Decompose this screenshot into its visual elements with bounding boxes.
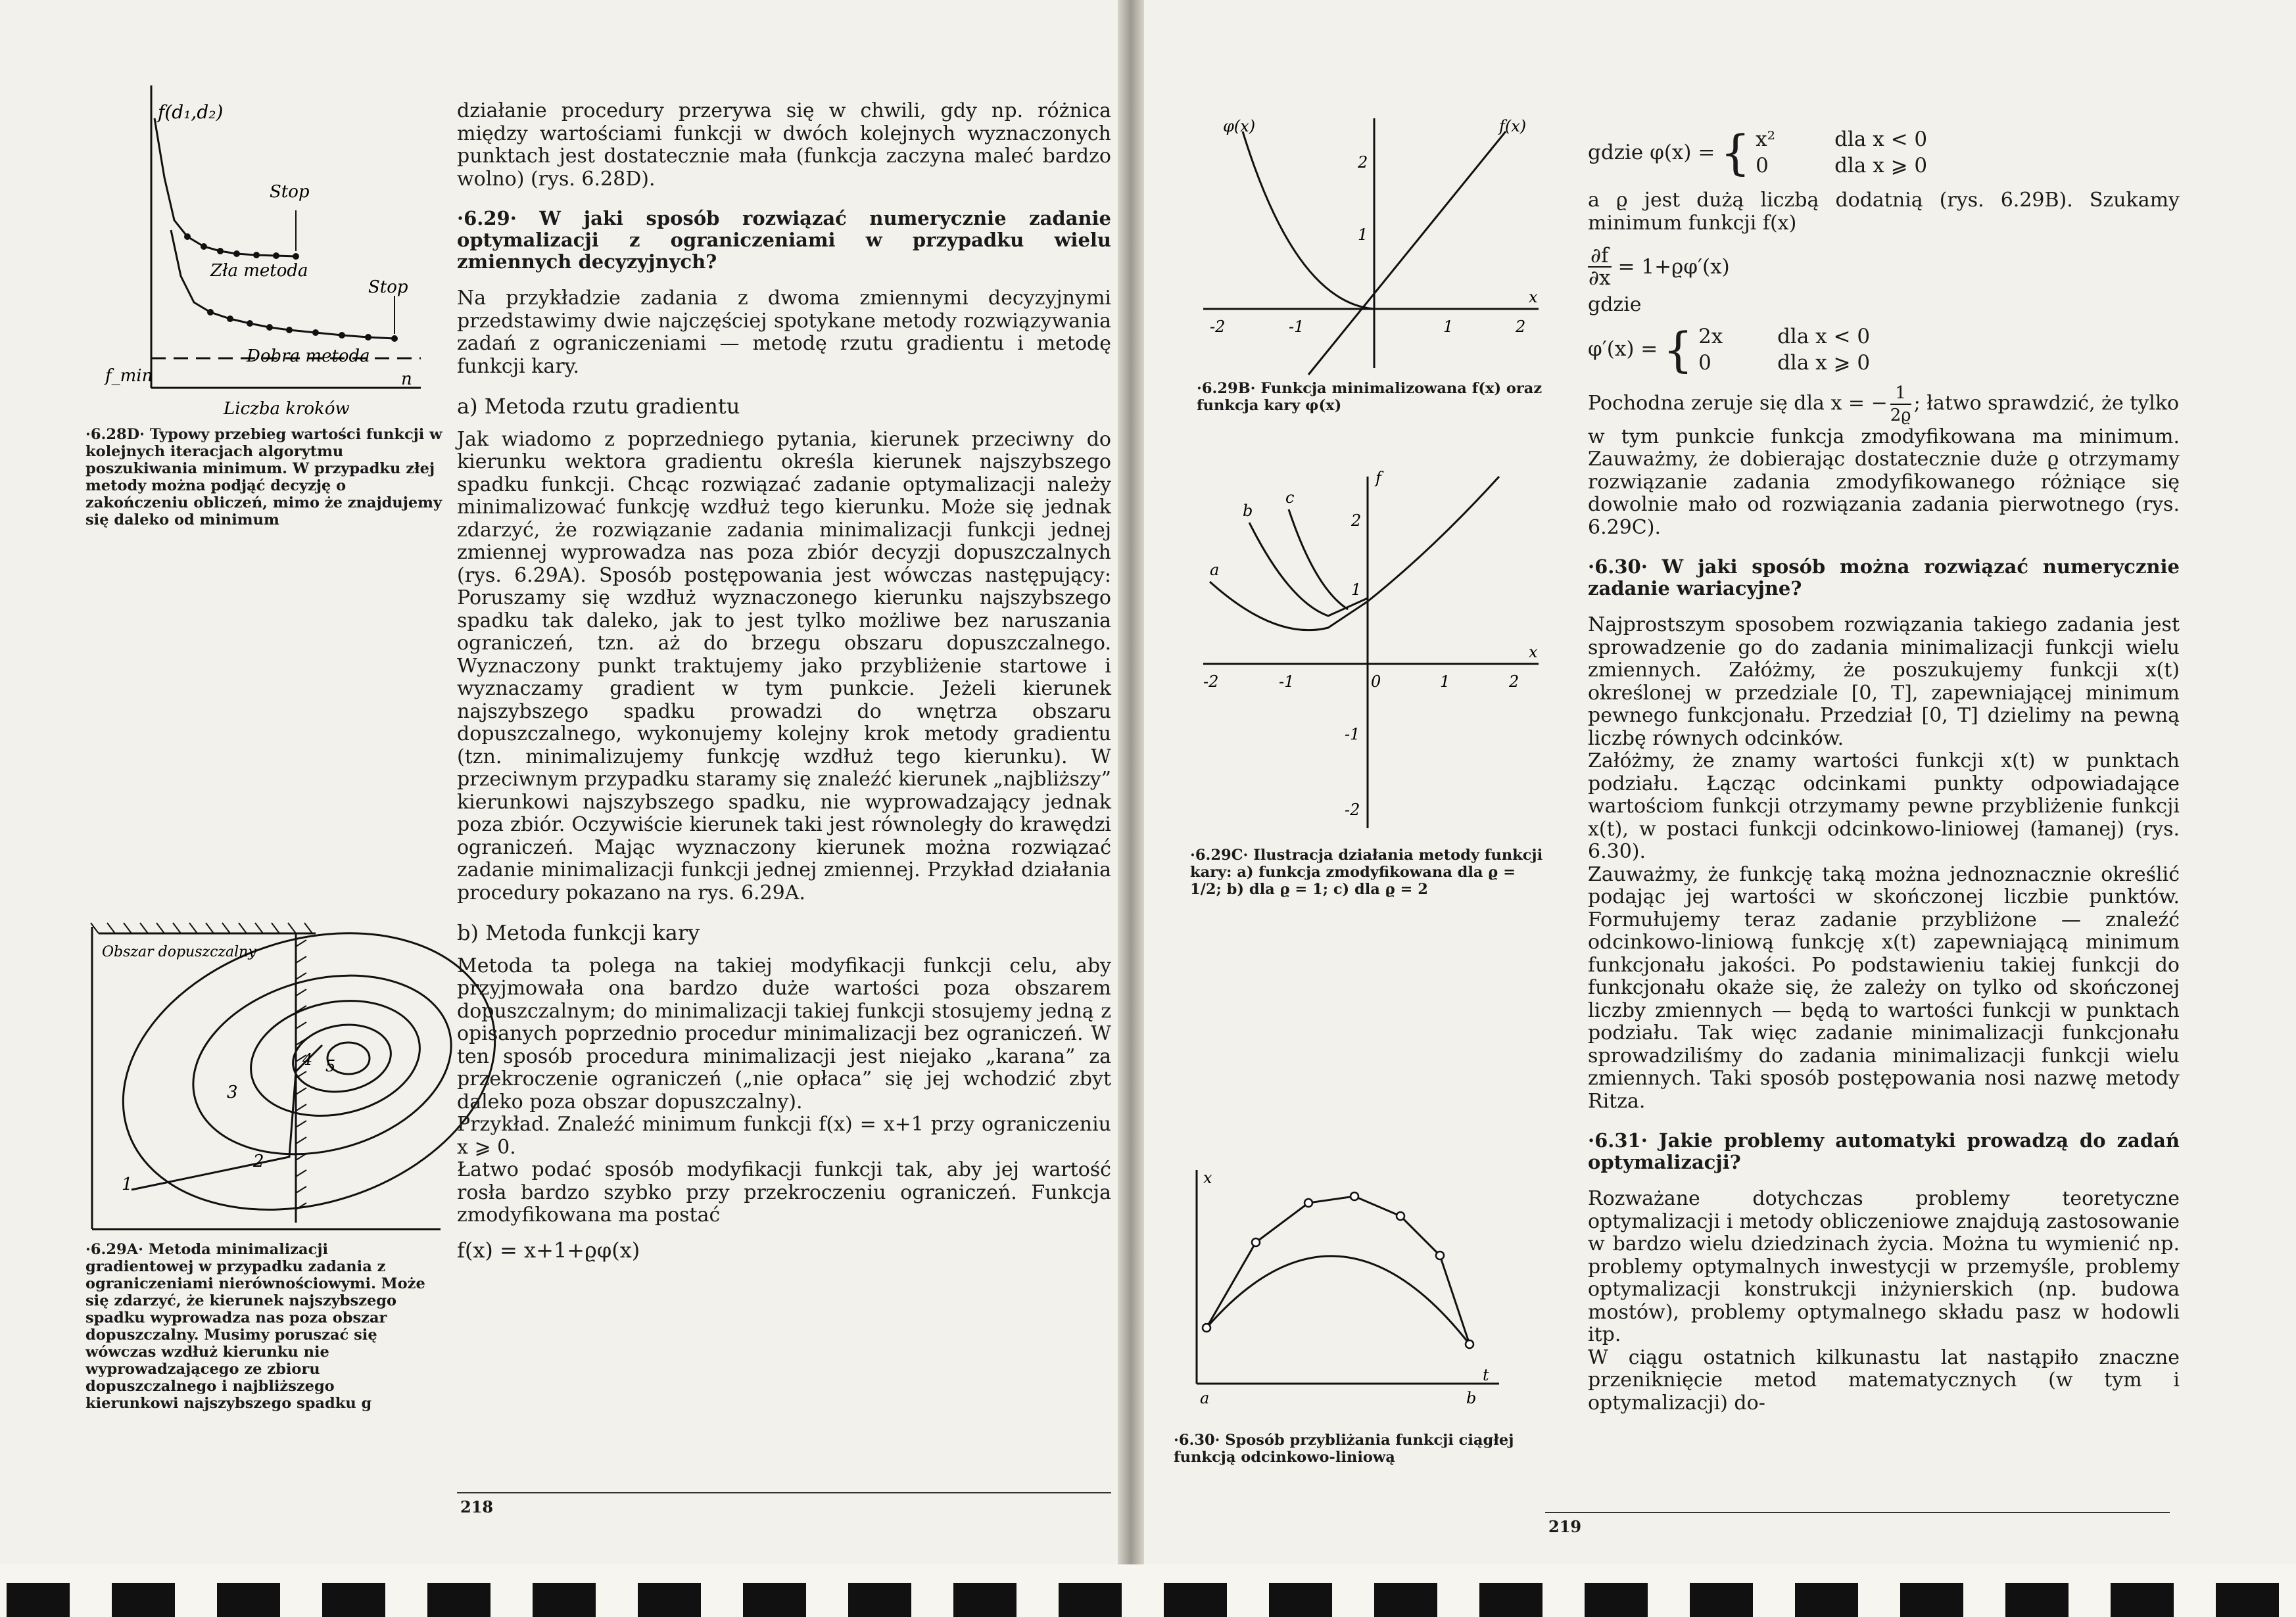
- right-main-column: [1588, 126, 2180, 1415]
- sprocket-hole: [217, 1583, 280, 1617]
- sprocket-hole: [1900, 1583, 1963, 1617]
- left-p2: Jak wiadomo z poprzedniego pytania, kierunek przeciwny do kierunku wektora gradientu określa kierunek najszybszego spadku funkcji. Chcąc rozwiązać zadanie optymalizacji należy minimalizować funkcję wzdłuż tego kierunku. Może się jednak zdarzyć, że rozwiązanie zadania minimalizacji funkcji jednej zmiennej wyprowadza nas poza zbiór decyzji dopuszczalnych (rys. 6.29A). Sposób postępowania jest wówczas następujący: Poruszamy się wzdłuż wyznaczonego kierunku najszybszego spadku tak daleko, jak to jest tylko możliwe bez naruszania ograniczeń, tzn. aż do brzegu obszaru dopuszczalnego. Wyznaczony punkt traktujemy jako przybliżenie startowe i wyznaczamy gradient w tym punkcie. Jeżeli kierunek najszybszego spadku prowadzi do wnętrza obszaru dopuszczalnego, wykonujemy kolejny krok metody gradientu (tzn. minimalizujemy funkcję wzdłuż tego kierunku). W przeciwnym przypadku staramy się znaleźć kierunek „najbliższy” kierunkowi najszybszego spadku, nie wyprowadzający jednak poza zbiór. Oczywiście kierunek taki jest równoległy do krawędzi ograniczeń. Mając wyznaczony kierunek można rozwiązać zadanie minimalizacji funkcji jednej zmiennej. Przykład działania procedury pokazano na rys. 6.29A.: [457, 427, 1111, 904]
- fig628-xlabel: Liczba kroków: [224, 399, 350, 419]
- fig629a-2: 2: [253, 1152, 264, 1171]
- fig629a-3: 3: [227, 1083, 238, 1102]
- right-p1: a ϱ jest dużą liczbą dodatnią (rys. 6.29B). Szukamy minimum funkcji f(x): [1588, 189, 2180, 235]
- caption-6-29b-text: ·6.29B· Funkcja minimalizowana f(x) oraz funkcja kary φ(x): [1197, 380, 1543, 414]
- fig629c-tym2: -2: [1345, 801, 1360, 819]
- fig629c-tym1: -1: [1345, 725, 1360, 743]
- fig629c-tm1: -1: [1279, 672, 1295, 691]
- fig629c-t0: 0: [1371, 672, 1381, 691]
- fig629b-t1: 1: [1443, 317, 1454, 336]
- curve-b: [1249, 523, 1368, 616]
- subsection-b: b) Metoda funkcji kary: [457, 920, 700, 945]
- brace-1: {: [1720, 125, 1751, 180]
- caption-6-28d-text: ·6.28D· Typowy przebieg wartości funkcji w kolejnych iteracjach algorytmu poszukiwania minimum. W przypadku złej metody można podjąć decyzję o zakończeniu obliczeń, mimo że znajdujemy się daleko od minimum: [85, 426, 442, 528]
- fig629b-tm1: -1: [1289, 317, 1304, 336]
- sprocket-hole: [7, 1583, 70, 1617]
- fig628-stop2: Stop: [368, 277, 408, 297]
- sprocket-hole: [953, 1583, 1016, 1617]
- phi-curve: [1243, 131, 1374, 309]
- case1a: x²: [1756, 128, 1776, 151]
- fig629b-ty2: 2: [1358, 153, 1368, 172]
- sprocket-hole: [2005, 1583, 2069, 1617]
- left-main-column: [457, 100, 1111, 1263]
- left-formula: f(x) = x+1+ϱφ(x): [457, 1237, 640, 1263]
- curve-a: [1210, 477, 1499, 630]
- question-6-29: ·6.29· W jaki sposób rozwiązać numerycznie zadanie optymalizacji z ograniczeniami w przypadku wielu zmiennych decyzyjnych?: [457, 207, 1111, 273]
- sprocket-hole: [743, 1583, 806, 1617]
- left-p0: działanie procedury przerywa się w chwili, gdy np. różnica między wartościami funkcji w dwóch kolejnych wyznaczonych punktach jest dostatecznie mała (funkcja zaczyna maleć bardzo wolno) (rys. 6.28D).: [457, 99, 1111, 191]
- left-footer-rule: [457, 1492, 1111, 1493]
- sprocket-hole: [1374, 1583, 1437, 1617]
- phi-definition: [1588, 126, 2180, 179]
- caption-6-29c-text: ·6.29C· Ilustracja działania metody funkcji kary: a) funkcja zmodyfikowana dla ϱ = 1/2; b) dla ϱ = 1; c) dla ϱ = 2: [1190, 847, 1543, 898]
- fig629c-tm2: -2: [1203, 672, 1219, 691]
- gdzie-2: gdzie: [1588, 293, 1642, 316]
- sprocket-hole: [427, 1583, 490, 1617]
- fig629c-f: f: [1375, 469, 1381, 487]
- right-p5: Załóżmy, że znamy wartości funkcji x(t) w punktach podziału. Łącząc odcinkami punkty odpowiadające wartościom funkcji otrzymamy pewne przybliżenie funkcji x(t), w postaci funkcji odcinkowo-liniowej (łamanej) (rys. 6.30).: [1588, 749, 2180, 863]
- brace-2: {: [1663, 321, 1694, 377]
- figure-6-29a: [85, 874, 454, 1242]
- right-p7: Rozważane dotychczas problemy teoretyczne optymalizacji i metody obliczeniowe znajdują zastosowanie w bardzo wielu dziedzinach życia. Można tu wymienić np. problemy optymalnych inwestycji w przemyśle, problemy optymalizacji konstrukcji inżynierskich (np. budowa mostów), problemy optymalnego składu pasz w hodowli itp.: [1588, 1187, 2180, 1346]
- continuous-function: [1207, 1256, 1470, 1344]
- right-p2a: Pochodna zeruje się dla x = −: [1588, 391, 1888, 415]
- right-p2b: ; łatwo sprawdzić, że tylko: [1913, 391, 2180, 415]
- caption-6-29a: [85, 1241, 427, 1412]
- left-p5: Łatwo podać sposób modyfikacji funkcji tak, aby jej wartość rosła bardzo szybko przy przekroczeniu ograniczeń. Funkcja zmodyfikowana ma postać: [457, 1158, 1111, 1227]
- phi-definition-lhs: gdzie φ(x) =: [1588, 140, 1715, 164]
- right-footer-rule: [1545, 1512, 2170, 1513]
- right-p2: [1588, 383, 2180, 426]
- subsection-a: a) Metoda rzutu gradientu: [457, 394, 740, 419]
- fig629c-a: a: [1210, 561, 1220, 579]
- question-6-31: ·6.31· Jakie problemy automatyki prowadzą do zadań optymalizacji?: [1588, 1129, 2180, 1173]
- left-p3: Metoda ta polega na takiej modyfikacji funkcji celu, aby przyjmowała ona bardzo duże wartości poza obszarem dopuszczalnym; do minimalizacji takiej funkcji stosujemy jedną z opisanych poprzednio procedur minimalizacji bez ograniczeń. W ten sposób procedura minimalizacji jest niejako „karana” za przekroczenie ograniczeń („nie opłaca” się jej wchodzić zbyt daleko poza obszar dopuszczalny).: [457, 954, 1111, 1113]
- caption-6-29b: [1197, 380, 1565, 414]
- figure-6-28d: [79, 79, 447, 421]
- fig629a-5: 5: [325, 1057, 336, 1075]
- sprocket-hole: [1690, 1583, 1753, 1617]
- phi-prime-cases: [1698, 323, 1870, 376]
- sprocket-hole: [1795, 1583, 1858, 1617]
- sprocket-hole: [2216, 1583, 2279, 1617]
- question-6-30: ·6.30· W jaki sposób można rozwiązać numerycznie zadanie wariacyjne?: [1588, 555, 2180, 599]
- case1b: 0: [1756, 154, 1769, 177]
- phi-prime-definition: [1588, 323, 2180, 376]
- fig629b-t2: 2: [1516, 317, 1526, 336]
- fig629c-ty1: 1: [1351, 580, 1362, 599]
- fig630-b: b: [1466, 1389, 1477, 1407]
- figure-6-29b: [1197, 105, 1565, 381]
- figure-6-30: [1177, 1163, 1545, 1407]
- fig629b-x: x: [1529, 288, 1538, 306]
- sprocket-hole: [1585, 1583, 1648, 1617]
- phi-prime-lhs: φ′(x) =: [1588, 337, 1658, 362]
- caption-6-29c: [1190, 847, 1545, 898]
- fig628-ylabel: f(d₁,d₂): [158, 101, 224, 123]
- fig630-x: x: [1203, 1169, 1212, 1187]
- sprocket-hole: [1059, 1583, 1122, 1617]
- fig629c-c: c: [1285, 488, 1295, 507]
- sprocket-hole: [1164, 1583, 1227, 1617]
- fig629a-region: Obszar dopuszczalny: [102, 944, 256, 960]
- fig628-n: n: [401, 369, 412, 389]
- derivative-equation: [1588, 245, 2180, 289]
- fig629b-f: f(x): [1499, 117, 1527, 135]
- caption-6-29a-text: ·6.29A· Metoda minimalizacji gradientowej w przypadku zadania z ograniczeniami nierównościowymi. Może się zdarzyć, że kierunek najszybszego spadku wyprowadza nas poza obszar dopuszczalny. Musimy poruszać się wówczas wzdłuż kierunku nie wyprowadzającego ze zbioru dopuszczalnego i najbliższego kierunkowi najszybszego spadku g: [85, 1241, 425, 1412]
- fig629c-t1: 1: [1440, 672, 1450, 691]
- sprocket-hole: [533, 1583, 596, 1617]
- fig628-good: Dobra metoda: [247, 346, 370, 366]
- right-p8: W ciągu ostatnich kilkunastu lat nastąpiło znaczne przeniknięcie metod matematycznych (w tym i optymalizacji) do-: [1588, 1346, 2180, 1415]
- right-p6: Zauważmy, że funkcję taką można jednoznacznie określić podając jej wartości w skończonej liczbie punktów. Formułujemy teraz zadanie przybliżone — znaleźć odcinkowo-liniową funkcję x(t) zapewniającą minimum funkcjonału jakości. Po podstawieniu takiej funkcji do funkcjonału okaże się, że zależy on tylko od skończonej liczby zmiennych — będą to wartości funkcji w punktach podziału. Tak więc zadanie minimalizacji funkcjonału sprowadziliśmy do zadania minimalizacji funkcji wielu zmiennych. Taki sposób postępowania nosi nazwę metody Ritza.: [1588, 862, 2180, 1113]
- case2b-cond: dla x ⩾ 0: [1777, 350, 1871, 375]
- caption-6-30-text: ·6.30· Sposób przybliżania funkcji ciągłej funkcją odcinkowo-liniową: [1174, 1432, 1514, 1466]
- fig630-t: t: [1483, 1366, 1489, 1384]
- sprocket-hole: [112, 1583, 175, 1617]
- derivative-frac: $\frac{\partial f}{\partial x}$: [1589, 244, 1611, 290]
- fig629c-x: x: [1529, 643, 1538, 661]
- p2-frac: $\frac{1}{2ϱ}$: [1890, 383, 1911, 425]
- case2a-cond: dla x < 0: [1777, 324, 1871, 348]
- fig629a-1: 1: [122, 1175, 133, 1194]
- fig628-bad: Zła metoda: [210, 261, 308, 281]
- phi-cases: [1756, 126, 1927, 179]
- fig629b-phi: φ(x): [1223, 117, 1256, 135]
- sprocket-hole: [1479, 1583, 1543, 1617]
- sprocket-hole: [848, 1583, 911, 1617]
- division-points: [1203, 1192, 1473, 1348]
- book-gutter: [1118, 0, 1144, 1591]
- case1b-cond: dla x ⩾ 0: [1834, 154, 1928, 177]
- fig629c-ty2: 2: [1351, 511, 1362, 530]
- case1a-cond: dla x < 0: [1834, 128, 1928, 151]
- sprocket-hole: [322, 1583, 385, 1617]
- fig629a-4: 4: [302, 1050, 313, 1069]
- piecewise-linear: [1207, 1196, 1470, 1344]
- fig629c-t2: 2: [1509, 672, 1519, 691]
- left-p4: Przykład. Znaleźć minimum funkcji f(x) = x+1 przy ograniczeniu x ⩾ 0.: [457, 1113, 1111, 1159]
- left-page-number: 218: [460, 1497, 494, 1516]
- f-line: [1308, 131, 1506, 375]
- fig628-fmin: f_min: [105, 366, 153, 386]
- fig628-stop1: Stop: [270, 182, 310, 202]
- left-p1: Na przykładzie zadania z dwoma zmiennymi decyzyjnymi przedstawimy dwie najczęściej spotykane metody rozwiązywania zadań z ograniczeniami — metodę rzutu gradientu i metodę funkcji kary.: [457, 287, 1111, 378]
- right-p4: Najprostszym sposobem rozwiązania takiego zadania jest sprowadzenie go do zadania minimalizacji funkcji wielu zmiennych. Załóżmy, że poszukujemy funkcji x(t) określonej w przedziale [0, T], zapewniającej minimum pewnego funkcjonału. Przedział [0, T] dzielimy na pewną liczbę równych odcinków.: [1588, 613, 2180, 750]
- caption-6-28d: [85, 426, 454, 528]
- sprocket-hole: [1269, 1583, 1332, 1617]
- fig629c-b: b: [1243, 502, 1253, 520]
- right-p3: w tym punkcie funkcja zmodyfikowana ma minimum. Zauważmy, że dobierając dostatecznie duże ϱ otrzymamy rozwiązanie zadania zmodyfikowanego różniące się dowolnie mało od rozwiązania zadania pierwotnego (rys. 6.29C).: [1588, 425, 2180, 539]
- fig630-a: a: [1200, 1389, 1210, 1407]
- right-page-number: 219: [1548, 1517, 1582, 1536]
- derivative-rhs: = 1+ϱφ′(x): [1617, 254, 1730, 279]
- caption-6-30: [1174, 1432, 1542, 1466]
- sprocket-hole: [2111, 1583, 2174, 1617]
- fig629b-ty1: 1: [1358, 225, 1368, 244]
- figure-6-29c: [1197, 463, 1565, 832]
- fig629b-tm2: -2: [1210, 317, 1226, 336]
- sprocket-hole: [638, 1583, 701, 1617]
- case2a: 2x: [1698, 324, 1723, 348]
- case2b: 0: [1698, 350, 1711, 375]
- constraint-top-hatch: [91, 923, 312, 933]
